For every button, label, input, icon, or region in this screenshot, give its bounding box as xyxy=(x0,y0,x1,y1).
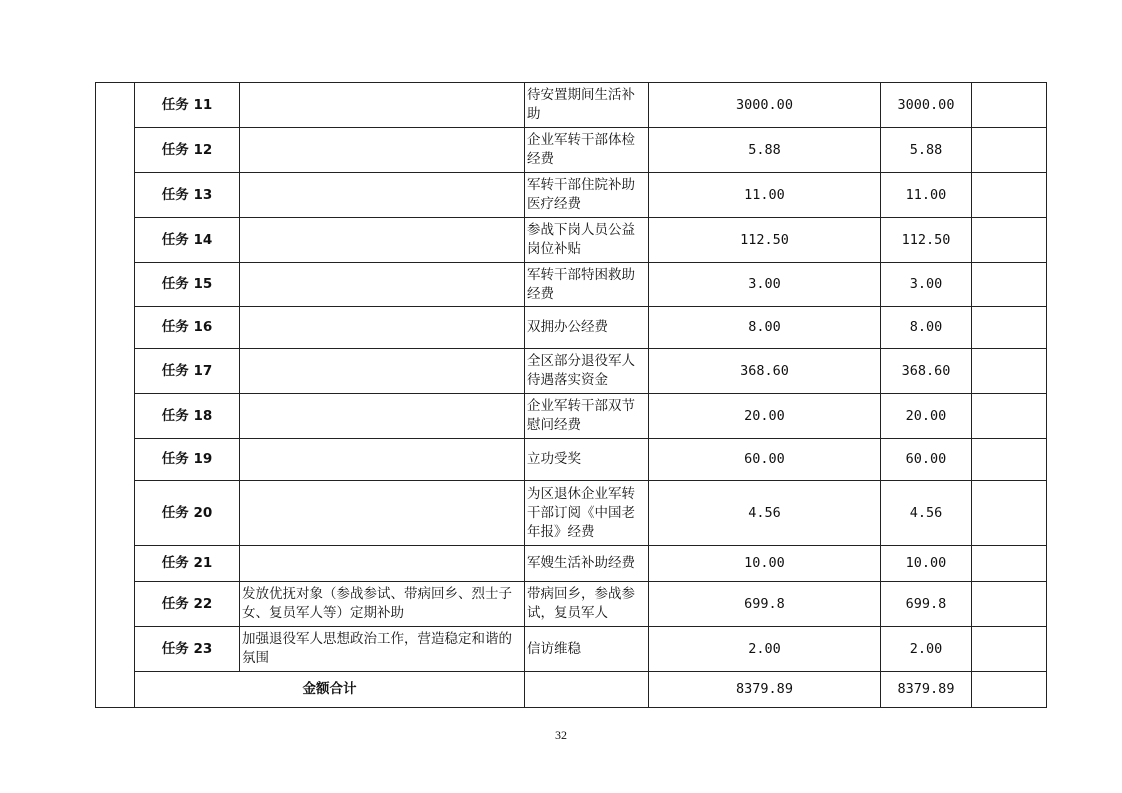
expense-item-cell: 立功受奖 xyxy=(525,439,649,481)
amount-cell-secondary: 10.00 xyxy=(881,546,972,582)
task-name-cell: 任务 18 xyxy=(135,394,240,439)
table-row xyxy=(96,349,1047,394)
amount-cell-secondary: 60.00 xyxy=(881,439,972,481)
task-description-cell: 发放优抚对象（参战参试、带病回乡、烈士子女、复员军人等）定期补助 xyxy=(240,582,525,627)
empty-cell xyxy=(972,481,1047,546)
amount-cell: 60.00 xyxy=(649,439,881,481)
page-number: 32 xyxy=(555,728,567,742)
empty-cell xyxy=(972,439,1047,481)
amount-cell: 368.60 xyxy=(649,349,881,394)
amount-cell: 5.88 xyxy=(649,128,881,173)
table-row xyxy=(96,546,1047,582)
amount-cell-secondary: 20.00 xyxy=(881,394,972,439)
empty-cell xyxy=(972,128,1047,173)
expense-item-cell: 军转干部住院补助医疗经费 xyxy=(525,173,649,218)
expense-item-cell: 带病回乡，参战参试，复员军人 xyxy=(525,582,649,627)
task-description-cell xyxy=(240,481,525,546)
expense-item-cell: 信访维稳 xyxy=(525,627,649,672)
task-name-cell: 任务 22 xyxy=(135,582,240,627)
expense-item-cell: 为区退休企业军转干部订阅《中国老年报》经费 xyxy=(525,481,649,546)
expense-item-cell: 全区部分退役军人待遇落实资金 xyxy=(525,349,649,394)
table-row xyxy=(96,307,1047,349)
empty-cell xyxy=(972,218,1047,263)
total-amount-cell: 8379.89 xyxy=(649,672,881,708)
table-row xyxy=(96,481,1047,546)
amount-cell: 8.00 xyxy=(649,307,881,349)
amount-cell: 10.00 xyxy=(649,546,881,582)
task-name-cell: 任务 23 xyxy=(135,627,240,672)
table-row xyxy=(96,128,1047,173)
table-row xyxy=(96,394,1047,439)
task-description-cell xyxy=(240,173,525,218)
expense-item-cell: 军转干部特困救助经费 xyxy=(525,263,649,307)
amount-cell-secondary: 11.00 xyxy=(881,173,972,218)
table-row xyxy=(96,627,1047,672)
expense-item-cell: 待安置期间生活补助 xyxy=(525,83,649,128)
amount-cell-secondary: 368.60 xyxy=(881,349,972,394)
side-column-cell xyxy=(96,83,135,708)
total-label-cell: 金额合计 xyxy=(135,672,525,708)
total-row xyxy=(96,672,1047,708)
amount-cell-secondary: 112.50 xyxy=(881,218,972,263)
task-description-cell xyxy=(240,349,525,394)
expense-item-cell: 企业军转干部双节慰问经费 xyxy=(525,394,649,439)
empty-cell xyxy=(972,627,1047,672)
amount-cell: 11.00 xyxy=(649,173,881,218)
expense-item-cell: 参战下岗人员公益岗位补贴 xyxy=(525,218,649,263)
amount-cell: 699.8 xyxy=(649,582,881,627)
amount-cell-secondary: 699.8 xyxy=(881,582,972,627)
table-body xyxy=(96,83,1047,708)
empty-cell xyxy=(972,307,1047,349)
amount-cell: 2.00 xyxy=(649,627,881,672)
total-amount-cell-secondary: 8379.89 xyxy=(881,672,972,708)
empty-cell xyxy=(972,546,1047,582)
task-description-cell xyxy=(240,83,525,128)
task-description-cell xyxy=(240,439,525,481)
amount-cell: 20.00 xyxy=(649,394,881,439)
task-name-cell: 任务 15 xyxy=(135,263,240,307)
empty-cell xyxy=(972,672,1047,708)
task-name-cell: 任务 13 xyxy=(135,173,240,218)
empty-cell xyxy=(972,582,1047,627)
empty-cell xyxy=(972,263,1047,307)
empty-cell xyxy=(972,83,1047,128)
task-description-cell xyxy=(240,307,525,349)
task-name-cell: 任务 21 xyxy=(135,546,240,582)
amount-cell: 112.50 xyxy=(649,218,881,263)
table-row xyxy=(96,173,1047,218)
amount-cell-secondary: 8.00 xyxy=(881,307,972,349)
amount-cell: 3000.00 xyxy=(649,83,881,128)
amount-cell-secondary: 4.56 xyxy=(881,481,972,546)
task-description-cell xyxy=(240,546,525,582)
table-row xyxy=(96,439,1047,481)
task-name-cell: 任务 20 xyxy=(135,481,240,546)
expense-item-cell: 军嫂生活补助经费 xyxy=(525,546,649,582)
table-row xyxy=(96,582,1047,627)
task-name-cell: 任务 19 xyxy=(135,439,240,481)
amount-cell-secondary: 2.00 xyxy=(881,627,972,672)
expense-item-cell: 双拥办公经费 xyxy=(525,307,649,349)
amount-cell-secondary: 3000.00 xyxy=(881,83,972,128)
empty-cell xyxy=(525,672,649,708)
amount-cell-secondary: 3.00 xyxy=(881,263,972,307)
task-description-cell xyxy=(240,128,525,173)
table-row xyxy=(96,83,1047,128)
expense-item-cell: 企业军转干部体检经费 xyxy=(525,128,649,173)
task-description-cell: 加强退役军人思想政治工作，营造稳定和谐的氛围 xyxy=(240,627,525,672)
task-description-cell xyxy=(240,263,525,307)
empty-cell xyxy=(972,349,1047,394)
amount-cell: 3.00 xyxy=(649,263,881,307)
task-name-cell: 任务 16 xyxy=(135,307,240,349)
budget-table xyxy=(95,82,1047,708)
task-description-cell xyxy=(240,218,525,263)
task-name-cell: 任务 12 xyxy=(135,128,240,173)
task-name-cell: 任务 14 xyxy=(135,218,240,263)
empty-cell xyxy=(972,394,1047,439)
empty-cell xyxy=(972,173,1047,218)
table-row xyxy=(96,263,1047,307)
table-row xyxy=(96,218,1047,263)
task-description-cell xyxy=(240,394,525,439)
amount-cell-secondary: 5.88 xyxy=(881,128,972,173)
task-name-cell: 任务 11 xyxy=(135,83,240,128)
amount-cell: 4.56 xyxy=(649,481,881,546)
task-name-cell: 任务 17 xyxy=(135,349,240,394)
